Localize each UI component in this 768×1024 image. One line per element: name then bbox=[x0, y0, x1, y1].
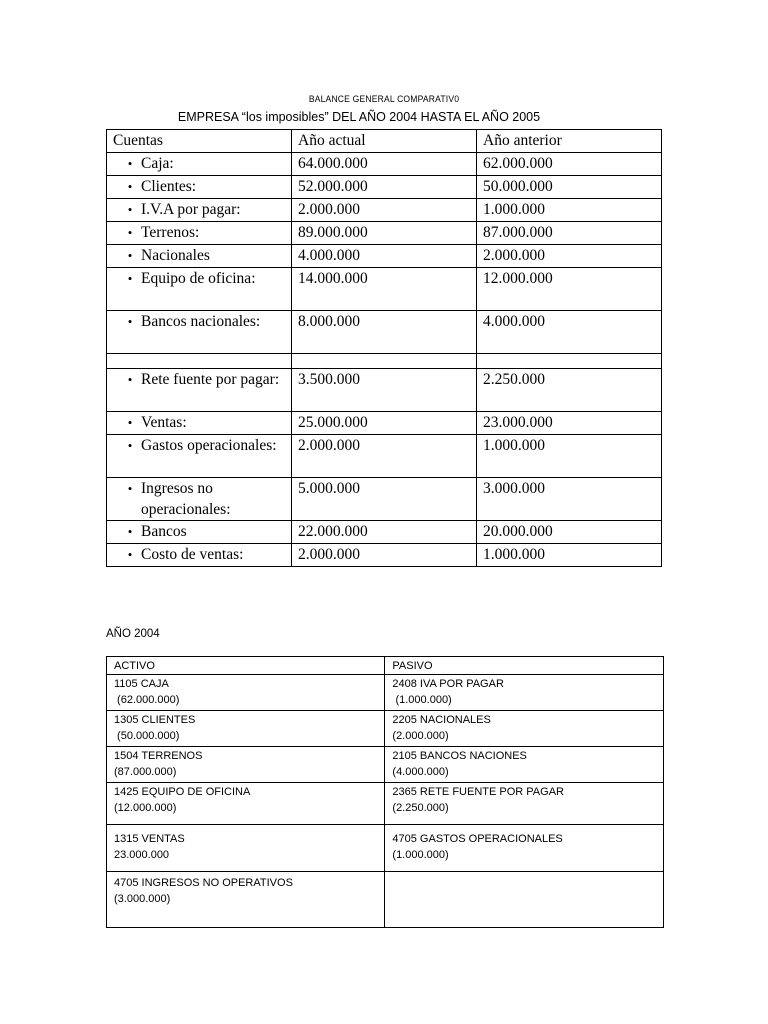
account-cell bbox=[107, 369, 292, 412]
bullet-icon: • bbox=[127, 202, 133, 217]
bullet-icon: • bbox=[127, 179, 133, 194]
pasivo-value: (1.000.000) bbox=[392, 694, 452, 706]
table-row bbox=[107, 747, 664, 783]
activo-value: (12.000.000) bbox=[114, 802, 177, 814]
current-value: 2.000.000 bbox=[292, 435, 477, 478]
account-cell bbox=[107, 153, 292, 176]
header-ano-actual: Año actual bbox=[292, 130, 477, 153]
account-name: Ingresos no operacionales: bbox=[141, 480, 231, 518]
table-row bbox=[107, 783, 664, 825]
pasivo-cell bbox=[385, 747, 664, 783]
account-cell bbox=[107, 311, 292, 354]
account-name: Gastos operacionales: bbox=[141, 437, 277, 454]
table-row bbox=[107, 153, 662, 176]
account-name: Equipo de oficina: bbox=[141, 270, 256, 287]
previous-value: 2.000.000 bbox=[477, 245, 662, 268]
table-row bbox=[107, 199, 662, 222]
pasivo-name: 4705 GASTOS OPERACIONALES bbox=[392, 833, 563, 845]
current-value: 89.000.000 bbox=[292, 222, 477, 245]
bullet-icon: • bbox=[127, 415, 133, 430]
previous-value: 12.000.000 bbox=[477, 268, 662, 311]
previous-value: 62.000.000 bbox=[477, 153, 662, 176]
previous-value: 1.000.000 bbox=[477, 435, 662, 478]
current-value: 4.000.000 bbox=[292, 245, 477, 268]
previous-value: 3.000.000 bbox=[477, 478, 662, 521]
bullet-icon: • bbox=[127, 156, 133, 171]
account-cell bbox=[107, 222, 292, 245]
pasivo-cell bbox=[385, 872, 664, 928]
bullet-icon: • bbox=[127, 547, 133, 562]
activo-cell bbox=[107, 825, 385, 872]
document-title: BALANCE GENERAL COMPARATIV0 bbox=[308, 94, 460, 104]
header-pasivo: PASIVO bbox=[385, 657, 664, 675]
bullet-icon: • bbox=[127, 271, 133, 286]
pasivo-cell bbox=[385, 675, 664, 711]
activo-name: 1305 CLIENTES bbox=[114, 714, 196, 726]
activo-name: 1504 TERRENOS bbox=[114, 750, 203, 762]
activo-cell bbox=[107, 675, 385, 711]
table-row bbox=[107, 245, 662, 268]
account-name: Ventas: bbox=[141, 414, 187, 431]
current-value: 22.000.000 bbox=[292, 521, 477, 544]
bullet-icon: • bbox=[127, 225, 133, 240]
account-cell bbox=[107, 176, 292, 199]
balance-2004-table bbox=[106, 656, 664, 928]
previous-value: 50.000.000 bbox=[477, 176, 662, 199]
previous-value: 20.000.000 bbox=[477, 521, 662, 544]
account-name: Nacionales bbox=[141, 247, 210, 264]
bullet-icon: • bbox=[127, 248, 133, 263]
header-cuentas: Cuentas bbox=[107, 130, 292, 153]
pasivo-value: (2.250.000) bbox=[392, 802, 449, 814]
account-name: Terrenos: bbox=[141, 224, 200, 241]
activo-value: (3.000.000) bbox=[114, 893, 171, 905]
account-name: I.V.A por pagar: bbox=[141, 201, 241, 218]
activo-name: 4705 INGRESOS NO OPERATIVOS bbox=[114, 877, 293, 889]
account-cell bbox=[107, 199, 292, 222]
bullet-icon: • bbox=[127, 372, 133, 387]
account-cell bbox=[107, 521, 292, 544]
previous-value: 2.250.000 bbox=[477, 369, 662, 412]
account-name: Caja: bbox=[141, 155, 174, 172]
table-row bbox=[107, 675, 664, 711]
table-row bbox=[107, 311, 662, 354]
bullet-icon: • bbox=[127, 524, 133, 539]
previous-value: 23.000.000 bbox=[477, 412, 662, 435]
pasivo-name: 2105 BANCOS NACIONES bbox=[392, 750, 527, 762]
current-value: 14.000.000 bbox=[292, 268, 477, 311]
account-name: Clientes: bbox=[141, 178, 197, 195]
pasivo-name: 2408 IVA POR PAGAR bbox=[392, 678, 504, 690]
document-subtitle: EMPRESA “los imposibles” DEL AÑO 2004 HASTA EL AÑO 2005 bbox=[177, 110, 541, 124]
pasivo-cell bbox=[385, 711, 664, 747]
previous-value: 4.000.000 bbox=[477, 311, 662, 354]
table-row bbox=[107, 544, 662, 567]
bullet-icon: • bbox=[127, 438, 133, 453]
activo-value: (50.000.000) bbox=[114, 730, 180, 742]
table-header-row bbox=[107, 130, 662, 153]
activo-cell bbox=[107, 711, 385, 747]
activo-cell bbox=[107, 747, 385, 783]
account-name: Bancos bbox=[141, 523, 187, 540]
account-name: Costo de ventas: bbox=[141, 546, 244, 563]
table-row bbox=[107, 222, 662, 245]
activo-name: 1425 EQUIPO DE OFICINA bbox=[114, 786, 251, 798]
current-value: 3.500.000 bbox=[292, 369, 477, 412]
blank-row bbox=[107, 354, 662, 369]
activo-cell bbox=[107, 783, 385, 825]
pasivo-cell bbox=[385, 783, 664, 825]
pasivo-value: (4.000.000) bbox=[392, 766, 449, 778]
table-row bbox=[107, 412, 662, 435]
table-row bbox=[107, 825, 664, 872]
pasivo-cell bbox=[385, 825, 664, 872]
previous-value: 87.000.000 bbox=[477, 222, 662, 245]
activo-name: 1315 VENTAS bbox=[114, 833, 185, 845]
activo-value: (62.000.000) bbox=[114, 694, 180, 706]
account-name: Rete fuente por pagar: bbox=[141, 371, 280, 388]
pasivo-value: (2.000.000) bbox=[392, 730, 449, 742]
table-row bbox=[107, 478, 662, 521]
account-cell bbox=[107, 412, 292, 435]
table-header-row bbox=[107, 657, 664, 675]
bullet-icon: • bbox=[127, 314, 133, 329]
comparative-balance-table bbox=[106, 129, 662, 567]
pasivo-name: 2365 RETE FUENTE POR PAGAR bbox=[392, 786, 564, 798]
account-cell bbox=[107, 544, 292, 567]
pasivo-name: 2205 NACIONALES bbox=[392, 714, 491, 726]
account-cell bbox=[107, 268, 292, 311]
activo-value: 23.000.000 bbox=[114, 849, 170, 861]
previous-value: 1.000.000 bbox=[477, 199, 662, 222]
table-row bbox=[107, 268, 662, 311]
bullet-icon: • bbox=[127, 481, 133, 496]
account-cell bbox=[107, 478, 292, 521]
table-row bbox=[107, 435, 662, 478]
header-ano-anterior: Año anterior bbox=[477, 130, 662, 153]
current-value: 52.000.000 bbox=[292, 176, 477, 199]
year-label: AÑO 2004 bbox=[106, 628, 160, 640]
header-activo: ACTIVO bbox=[107, 657, 385, 675]
current-value: 2.000.000 bbox=[292, 544, 477, 567]
activo-name: 1105 CAJA bbox=[114, 678, 169, 690]
table-row bbox=[107, 176, 662, 199]
account-name: Bancos nacionales: bbox=[141, 313, 261, 330]
pasivo-value: (1.000.000) bbox=[392, 849, 449, 861]
current-value: 8.000.000 bbox=[292, 311, 477, 354]
table-row bbox=[107, 369, 662, 412]
activo-cell bbox=[107, 872, 385, 928]
account-cell bbox=[107, 435, 292, 478]
activo-value: (87.000.000) bbox=[114, 766, 177, 778]
table-row bbox=[107, 872, 664, 928]
previous-value: 1.000.000 bbox=[477, 544, 662, 567]
current-value: 64.000.000 bbox=[292, 153, 477, 176]
current-value: 25.000.000 bbox=[292, 412, 477, 435]
table-row bbox=[107, 521, 662, 544]
table-row bbox=[107, 711, 664, 747]
current-value: 5.000.000 bbox=[292, 478, 477, 521]
account-cell bbox=[107, 245, 292, 268]
current-value: 2.000.000 bbox=[292, 199, 477, 222]
